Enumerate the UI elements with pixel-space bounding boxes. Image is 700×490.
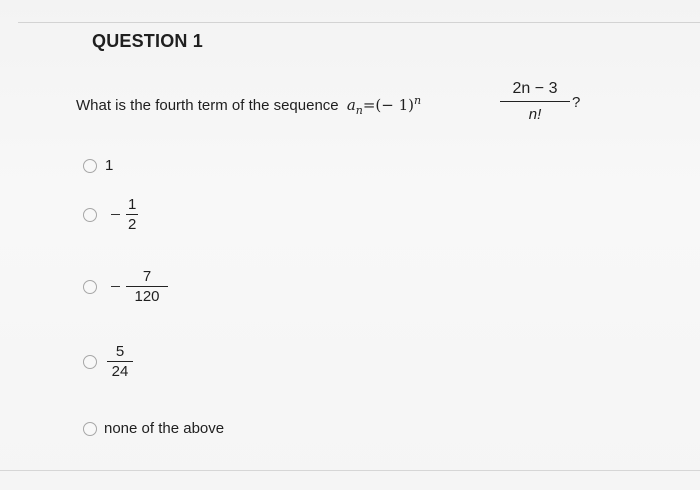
- question-title: QUESTION 1: [92, 31, 204, 51]
- option-5[interactable]: [83, 420, 224, 437]
- option-fraction: [126, 196, 138, 233]
- option-math: [111, 196, 138, 233]
- fraction-denominator: 120: [134, 288, 160, 305]
- option-math: [107, 343, 133, 380]
- fraction-bar: [126, 286, 168, 287]
- divider: [18, 22, 700, 23]
- question-prompt: [76, 94, 421, 117]
- question-mark: ?: [572, 94, 581, 111]
- fraction-denominator: 24: [111, 363, 129, 380]
- fraction-numerator: 7: [142, 268, 152, 285]
- sequence-subscript: n: [355, 104, 363, 117]
- option-3[interactable]: [83, 268, 168, 305]
- option-fraction: [107, 343, 133, 380]
- fraction-denominator: n!: [528, 106, 542, 123]
- fraction-bar: [107, 361, 133, 362]
- sequence-exponent: n: [414, 94, 422, 107]
- sequence-symbol: a: [346, 96, 356, 114]
- divider: [0, 470, 700, 471]
- option-fraction: [126, 268, 168, 305]
- minus-sign: [111, 286, 120, 287]
- option-label: none of the above: [104, 420, 225, 437]
- option-2[interactable]: [83, 196, 138, 233]
- radio-button[interactable]: [83, 355, 97, 369]
- fraction-numerator: 5: [115, 343, 125, 360]
- option-math: [111, 268, 168, 305]
- sequence-fraction: [500, 80, 570, 123]
- option-label: 1: [105, 157, 114, 174]
- fraction-numerator: 1: [128, 196, 137, 213]
- option-4[interactable]: [83, 343, 133, 380]
- fraction-denominator: 2: [128, 216, 137, 233]
- radio-button[interactable]: [83, 422, 97, 436]
- radio-button[interactable]: [83, 159, 97, 173]
- fraction-numerator: 2n − 3: [512, 80, 558, 97]
- minus-sign: [111, 214, 120, 215]
- fraction-bar: [126, 214, 138, 215]
- radio-button[interactable]: [83, 208, 97, 222]
- radio-button[interactable]: [83, 280, 97, 294]
- option-1[interactable]: [83, 157, 113, 174]
- prompt-text: What is the fourth term of the sequence: [76, 97, 339, 114]
- sequence-equals: =(− 1): [362, 96, 415, 114]
- fraction-bar: [500, 101, 570, 102]
